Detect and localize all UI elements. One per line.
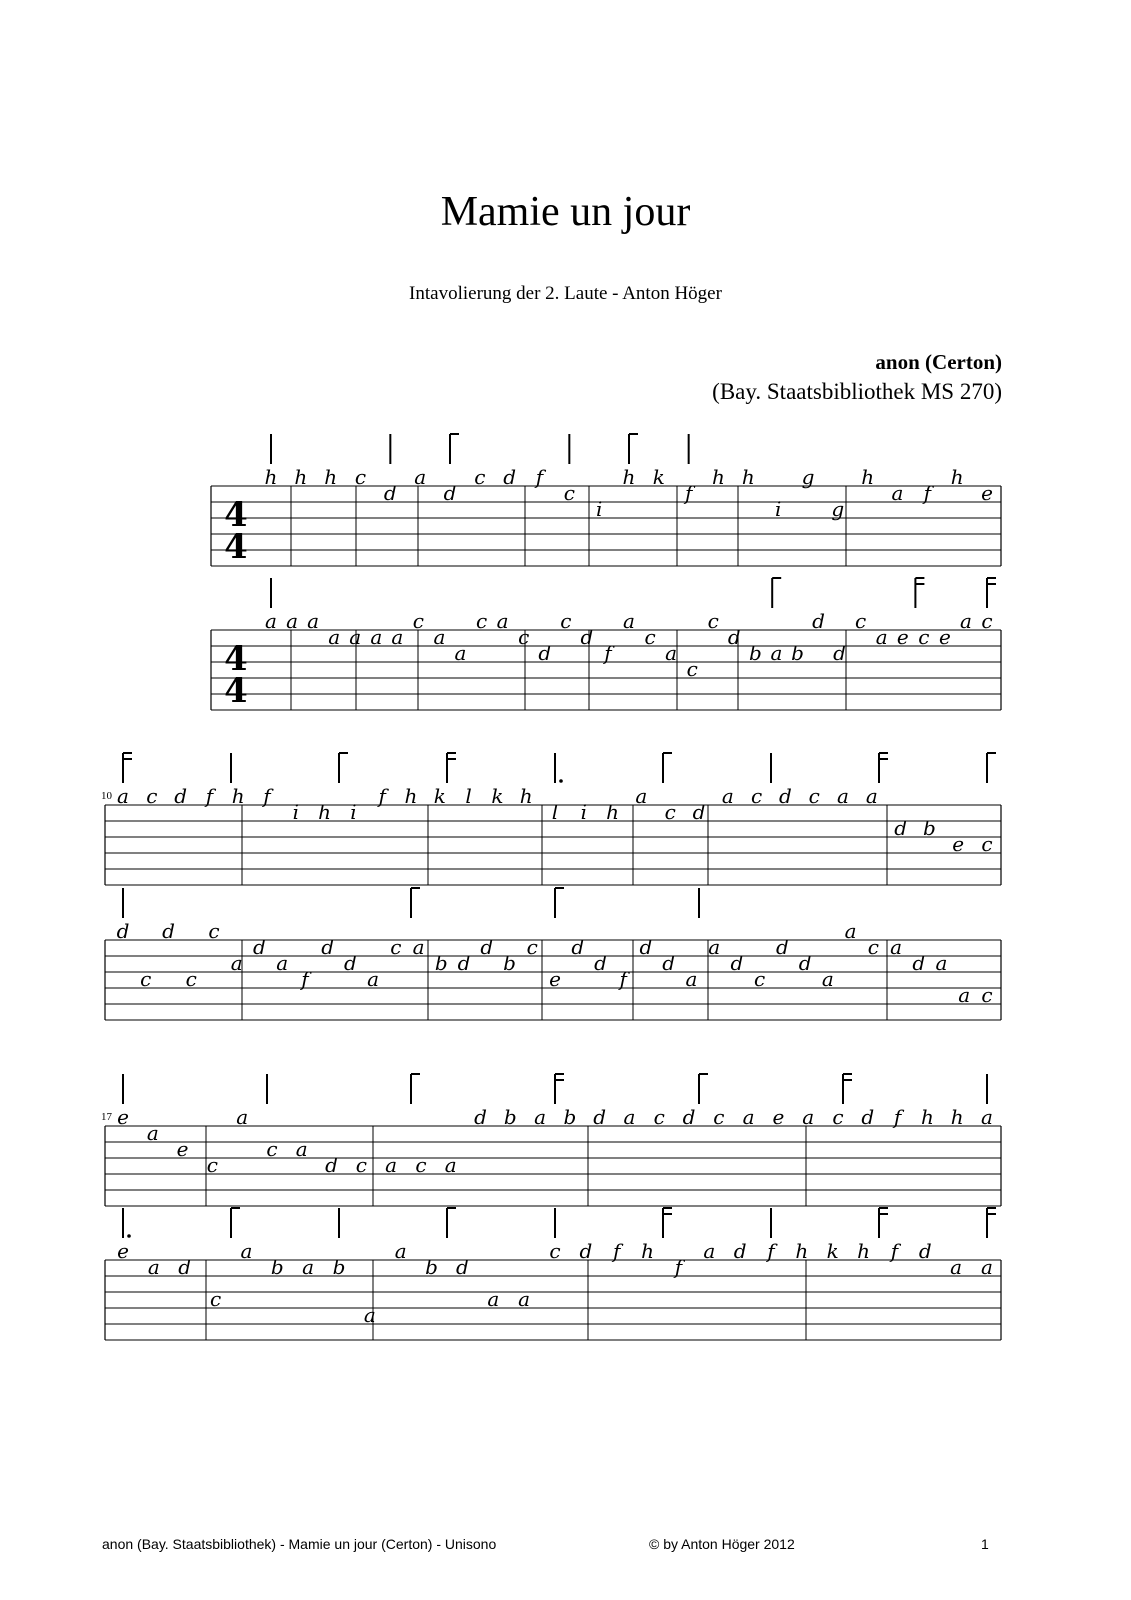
rhythm-dot [559,779,563,783]
tab-fret-letter: c [832,1105,844,1129]
tab-fret-letter: l [465,784,472,808]
tab-fret-letter: f [767,1239,775,1263]
tab-fret-letter: c [918,625,930,649]
tab-fret-letter: b [503,951,516,975]
tab-fret-letter: d [116,919,130,943]
tab-fret-letter: a [487,1287,500,1311]
tab-fret-letter: g [801,465,815,489]
tab-fret-letter: d [639,935,653,959]
tab-fret-letter: a [367,967,380,991]
tab-fret-letter: c [415,1153,427,1177]
tab-fret-letter: b [332,1255,346,1279]
tab-fret-letter: e [117,1239,129,1263]
tab-fret-letter: c [412,609,425,633]
tab-fret-letter: c [664,800,676,824]
tab-fret-letter: g [831,497,845,521]
tab-fret-letter: k [826,1239,839,1263]
tab-fret-letter: d [775,935,789,959]
footer-copyright: © by Anton Höger 2012 [649,1536,795,1552]
tab-fret-letter: f [613,1239,621,1263]
tab-fret-letter: b [563,1105,577,1129]
tab-fret-letter: b [270,1255,284,1279]
tab-fret-letter: a [703,1239,716,1263]
tab-fret-letter: e [938,625,951,649]
tab-fret-letter: a [981,1105,993,1129]
tab-fret-letter: d [178,1255,192,1279]
tab-fret-letter: h [606,800,620,824]
footer-title: anon (Bay. Staatsbibliothek) - Mamie un jour (Certon) - Unisono [102,1536,497,1552]
page-title: Mamie un jour [440,189,691,235]
tab-fret-letter: d [833,641,846,665]
tab-fret-letter: c [549,1239,561,1263]
tab-fret-letter: a [444,1153,457,1177]
tab-fret-letter: d [503,465,517,489]
rhythm-dot [127,1234,131,1238]
tab-fret-letter: d [730,951,744,975]
tab-fret-letter: d [162,919,175,943]
tab-fret-letter: f [205,784,214,808]
tab-fret-letter: c [563,481,575,505]
tab-fret-letter: h [519,784,533,808]
tab-fret-letter: a [276,951,289,975]
tab-fret-letter: b [791,641,804,665]
tab-fret-letter: h [324,465,338,489]
tab-fret-letter: k [652,465,665,489]
tab-fret-letter: d [579,1239,593,1263]
tab-fret-letter: a [802,1105,815,1129]
tab-fret-letter: a [496,609,509,633]
tab-fret-letter: c [867,935,879,959]
tab-fret-letter: i [580,800,588,824]
tab-fret-letter: f [535,465,544,489]
tab-fret-letter: c [808,784,820,808]
tab-fret-letter: c [206,1153,218,1177]
tab-fret-letter: a [236,1105,249,1129]
tab-fret-letter: a [623,1105,636,1129]
tab-fret-letter: a [837,784,849,808]
tab-fret-letter: h [231,784,245,808]
tab-fret-letter: c [981,609,993,633]
tab-fret-letter: i [595,497,603,521]
tab-fret-letter: a [295,1137,308,1161]
tab-fret-letter: a [821,967,834,991]
tab-fret-letter: h [950,465,964,489]
tab-fret-letter: d [174,784,188,808]
tab-fret-letter: a [518,1287,531,1311]
tab-fret-letter: a [412,935,425,959]
tab-fret-letter: d [343,951,357,975]
tab-fret-letter: f [263,784,271,808]
tab-fret-letter: a [117,784,129,808]
tab-fret-letter: a [770,641,783,665]
tab-fret-letter: c [526,935,538,959]
tab-fret-letter: a [394,1239,407,1263]
tab-fret-letter: c [653,1105,665,1129]
tab-fret-letter: a [844,919,857,943]
tab-fret-letter: c [208,919,220,943]
tab-fret-letter: d [457,951,471,975]
tab-fret-letter: d [912,951,926,975]
tab-fret-letter: d [662,951,676,975]
tab-fret-letter: a [146,1121,159,1145]
tab-fret-letter: d [474,1105,487,1129]
tab-fret-letter: f [923,481,932,505]
tab-fret-letter: c [981,832,993,856]
tab-fret-letter: a [534,1105,547,1129]
tab-fret-letter: c [146,784,158,808]
tab-fret-letter: c [518,625,530,649]
tab-fret-letter: h [712,465,725,489]
tab-fret-letter: h [920,1105,934,1129]
tab-fret-letter: a [328,625,341,649]
tab-fret-letter: a [623,609,635,633]
time-signature-top: 4 [224,495,248,535]
tab-fret-letter: c [475,609,488,633]
time-signature-bottom: 4 [224,527,248,567]
page-subtitle: Intavolierung der 2. Laute - Anton Höger [409,283,722,304]
tab-fret-letter: l [551,800,559,824]
tab-fret-letter: a [665,641,678,665]
tab-fret-letter: d [253,935,266,959]
tab-fret-letter: f [684,481,693,505]
tab-fret-letter: d [682,1105,696,1129]
tab-fret-letter: e [176,1137,189,1161]
tab-fret-letter: h [264,465,278,489]
tab-fret-letter: e [981,481,993,505]
tab-fret-letter: a [865,784,878,808]
tab-fret-letter: h [861,465,875,489]
tab-fret-letter: c [390,935,402,959]
tab-fret-letter: d [727,625,741,649]
tab-fret-letter: c [644,625,656,649]
tab-fret-letter: d [571,935,585,959]
tab-fret-letter: c [981,983,993,1007]
measure-number: 10 [101,790,112,802]
time-signature-bottom: 4 [224,671,248,711]
tab-fret-letter: k [491,784,504,808]
tab-fret-letter: f [893,1105,902,1129]
tab-fret-letter: h [622,465,636,489]
tab-fret-letter: a [950,1255,963,1279]
tab-fret-letter: a [240,1239,253,1263]
tab-fret-letter: a [721,784,734,808]
tab-fret-letter: c [140,967,152,991]
tab-fret-letter: d [861,1105,875,1129]
tab-fret-letter: f [378,784,386,808]
tab-fret-letter: f [890,1239,899,1263]
tab-fret-letter: h [857,1239,871,1263]
tab-fret-letter: a [370,625,383,649]
composer: anon (Certon) [875,350,1002,374]
tab-fret-letter: d [733,1239,747,1263]
tab-fret-letter: h [950,1105,964,1129]
tab-fret-letter: h [641,1239,655,1263]
tab-fret-letter: d [778,784,792,808]
tab-fret-letter: c [686,657,698,681]
tab-fret-letter: d [594,951,607,975]
page-number: 1 [981,1536,989,1552]
tab-fret-letter: f [674,1255,683,1279]
tab-fret-letter: i [774,497,782,521]
tab-fret-letter: a [708,935,721,959]
tab-fret-letter: a [302,1255,315,1279]
tab-fret-letter: c [560,609,572,633]
tab-fret-letter: f [301,967,309,991]
tab-fret-letter: a [935,951,948,975]
tab-fret-letter: e [952,832,965,856]
tab-fret-letter: d [580,625,594,649]
tab-fret-letter: a [265,609,277,633]
tab-fret-letter: f [619,967,627,991]
tab-fret-letter: b [748,641,762,665]
tab-fret-letter: a [307,609,320,633]
tab-fret-letter: d [812,609,825,633]
tab-fret-letter: a [685,967,698,991]
tab-fret-letter: c [855,609,867,633]
tab-fret-letter: d [383,481,397,505]
tab-fret-letter: b [922,816,936,840]
tab-fret-letter: c [750,784,763,808]
tab-fret-letter: d [692,800,706,824]
tab-fret-letter: h [318,800,332,824]
tab-fret-letter: d [480,935,494,959]
tab-fret-letter: a [891,481,904,505]
tab-fret-letter: a [958,983,971,1007]
tab-fret-letter: i [350,800,357,824]
tab-fret-letter: d [325,1153,338,1177]
tab-fret-letter: c [266,1137,278,1161]
tab-fret-letter: d [894,816,908,840]
tab-fret-letter: d [593,1105,607,1129]
tab-fret-letter: a [147,1255,160,1279]
tab-fret-letter: a [433,625,446,649]
tab-fret-letter: h [795,1239,809,1263]
tab-fret-letter: d [443,481,457,505]
tab-fret-letter: b [503,1105,517,1129]
tab-fret-letter: a [349,625,362,649]
tab-fret-letter: c [707,609,719,633]
tab-fret-letter: a [875,625,888,649]
tab-fret-letter: i [292,800,300,824]
tab-fret-letter: a [742,1105,755,1129]
tab-fret-letter: e [117,1105,129,1129]
tab-fret-letter: b [425,1255,438,1279]
tab-fret-letter: d [456,1255,469,1279]
tab-fret-letter: a [890,935,903,959]
tab-fret-letter: c [354,465,367,489]
tab-fret-letter: h [294,465,308,489]
tab-fret-letter: h [741,465,755,489]
tab-fret-letter: c [209,1287,222,1311]
tab-fret-letter: b [434,951,448,975]
tab-fret-letter: e [772,1105,785,1129]
tab-fret-letter: a [391,625,404,649]
tab-fret-letter: c [355,1153,367,1177]
time-signature-top: 4 [224,639,248,679]
tab-fret-letter: a [959,609,972,633]
tab-fret-letter: c [185,967,197,991]
tab-fret-letter: a [286,609,299,633]
tab-fret-letter: a [454,641,467,665]
tab-fret-letter: d [918,1239,932,1263]
tab-fret-letter: c [474,465,486,489]
tab-fret-letter: a [385,1153,398,1177]
tab-fret-letter: h [404,784,418,808]
tab-fret-letter: c [713,1105,725,1129]
tab-fret-letter: k [433,784,446,808]
tab-fret-letter: f [604,641,612,665]
tab-fret-letter: a [635,784,648,808]
tab-fret-letter: e [896,625,909,649]
source-reference: (Bay. Staatsbibliothek MS 270) [712,379,1002,404]
tab-fret-letter: e [549,967,561,991]
measure-number: 17 [101,1111,112,1123]
tab-fret-letter: d [321,935,335,959]
tab-fret-letter: c [754,967,766,991]
tab-fret-letter: a [414,465,427,489]
tab-fret-letter: d [798,951,812,975]
tab-fret-letter: d [538,641,552,665]
tab-fret-letter: a [981,1255,993,1279]
tab-fret-letter: a [363,1303,376,1327]
tab-fret-letter: a [230,951,243,975]
